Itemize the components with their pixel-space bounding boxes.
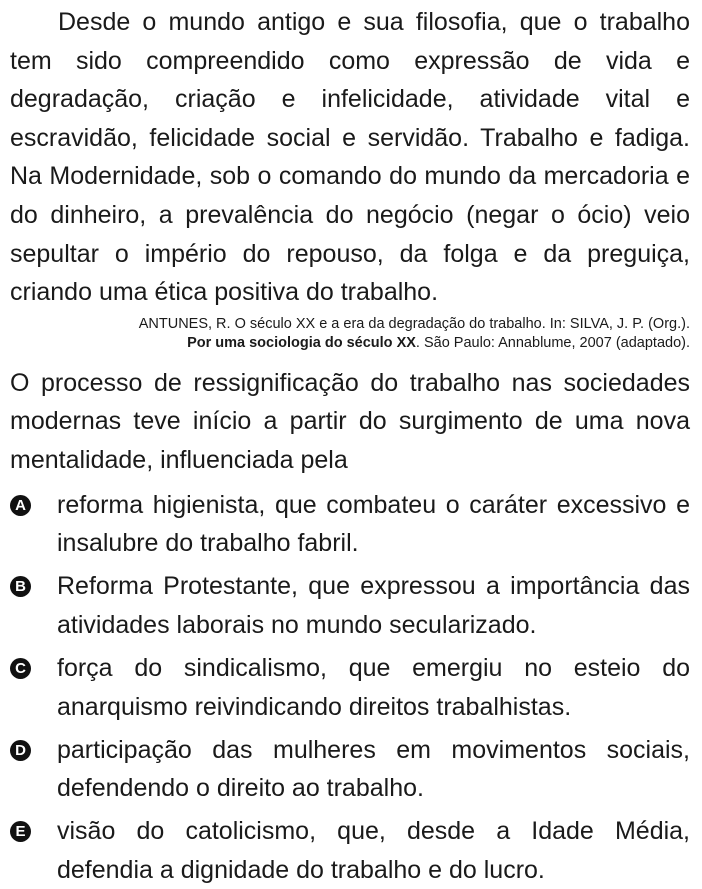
alternative-b[interactable]	[10, 567, 690, 644]
citation-line-2	[10, 334, 690, 353]
citation-line-1: ANTUNES, R. O século XX e a era da degradação do trabalho. In: SILVA, J. P. (Org.).	[138, 315, 690, 332]
citation	[10, 315, 690, 353]
question-stem: O processo de ressignificação do trabalho nas sociedades modernas teve início a partir do surgimento de uma nova mentalidade, influenciada pela	[10, 368, 690, 474]
citation-work-title: Por uma sociologia do século XX	[187, 334, 416, 351]
alternative-d[interactable]	[10, 731, 690, 808]
alternative-text: visão do catolicismo, que, desde a Idade Média, defendia a dignidade do trabalho e do lucro.	[57, 817, 690, 884]
alternative-letter-d-icon: D	[10, 740, 31, 761]
alternative-letter-b-icon: B	[10, 576, 31, 597]
alternative-a[interactable]	[10, 486, 690, 563]
citation-publication: . São Paulo: Annablume, 2007 (adaptado).	[415, 334, 690, 351]
alternative-text: reforma higienista, que combateu o caráter excessivo e insalubre do trabalho fabril.	[57, 490, 690, 558]
alternative-letter-e-icon: E	[10, 821, 31, 842]
alternative-letter-c-icon: C	[10, 658, 31, 679]
alternative-c[interactable]	[10, 649, 690, 726]
alternative-text: Reforma Protestante, que expressou a importância das atividades laborais no mundo secularizado.	[57, 572, 690, 639]
passage-text: Desde o mundo antigo e sua filosofia, que o trabalho tem sido compreendido como expressão de vida e degradação, criação e infelicidade, atividade vital e escravidão, felicidade social e servidão. Trabalho e fadiga. Na Modernidade, sob o comando do mundo da mercadoria e do dinheiro, a prevalência do negócio (negar o ócio) veio sepultar o império do repouso, da folga e da preguiça, criando uma ética positiva do trabalho.	[10, 8, 690, 307]
alternative-text: participação das mulheres em movimentos sociais, defendendo o direito ao trabalho.	[57, 735, 690, 803]
alternative-e[interactable]	[10, 812, 690, 889]
alternatives-list	[10, 486, 690, 889]
alternative-text: força do sindicalismo, que emergiu no esteio do anarquismo reivindicando direitos trabalhistas.	[57, 653, 690, 721]
alternative-letter-a-icon: A	[10, 495, 31, 516]
